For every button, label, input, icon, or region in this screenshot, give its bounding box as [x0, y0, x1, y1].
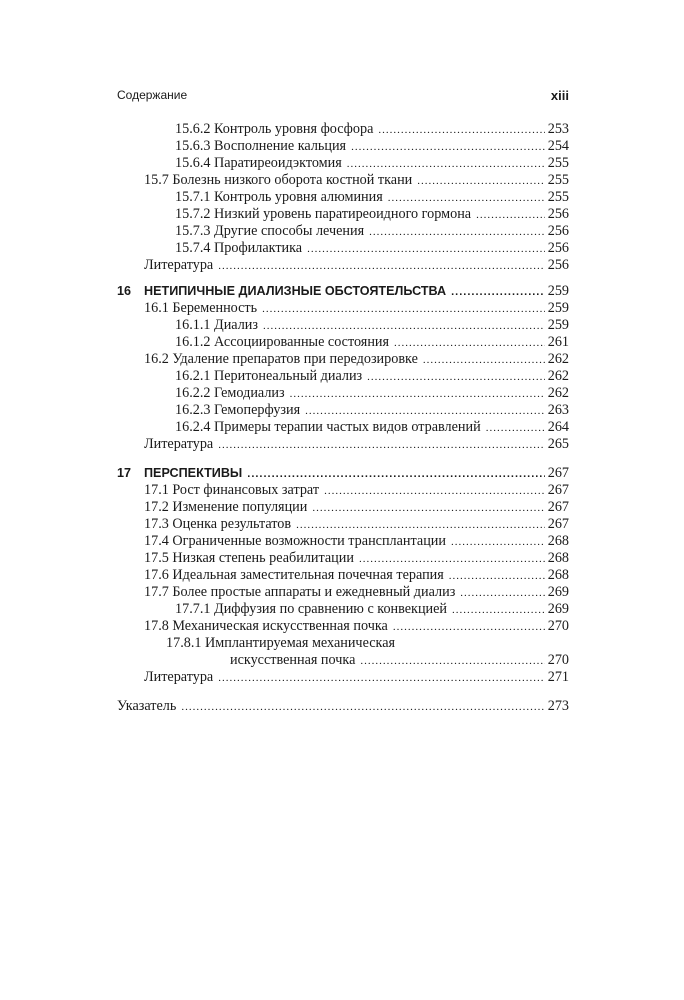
- toc-entry-15-6-3[interactable]: [117, 138, 569, 155]
- toc-chapter-17[interactable]: [117, 465, 569, 482]
- toc-entry-page: 268: [547, 533, 569, 549]
- toc-chapter-16[interactable]: [117, 283, 569, 300]
- toc-entry-17-8-1-continued[interactable]: [117, 652, 569, 669]
- toc-entry-number: 17.4: [144, 533, 169, 549]
- toc-entry-17-2[interactable]: [117, 499, 569, 516]
- toc-entry-page: 267: [547, 482, 569, 498]
- toc-entry-page: 256: [547, 223, 569, 239]
- toc-entry-number: 16.2.4: [175, 419, 211, 435]
- running-header: [117, 88, 569, 108]
- toc-entry-title: Механическая искусственная почка: [172, 618, 388, 634]
- leader-dots: [388, 190, 545, 207]
- toc-entry-page: 269: [547, 601, 569, 617]
- leader-dots: [359, 551, 545, 568]
- toc-entry-references-17[interactable]: [117, 669, 569, 686]
- toc-entry-page: 268: [547, 567, 569, 583]
- leader-dots: [324, 483, 545, 500]
- toc-entry-17-6[interactable]: [117, 567, 569, 584]
- toc-entry-15-7-4[interactable]: [117, 240, 569, 257]
- toc-entry-title: Гемоперфузия: [214, 402, 301, 418]
- toc-entry-number: 16.2.2: [175, 385, 211, 401]
- toc-entry-page: 271: [547, 669, 569, 685]
- toc-entry-16-1-1[interactable]: [117, 317, 569, 334]
- toc-entry-references-15[interactable]: [117, 257, 569, 274]
- toc-entry-number: 16.2: [144, 351, 169, 367]
- toc-entry-references-16[interactable]: [117, 436, 569, 453]
- toc-entry-16-2-2[interactable]: [117, 385, 569, 402]
- toc-entry-page: 262: [547, 385, 569, 401]
- toc-entry-page: 256: [547, 257, 569, 273]
- toc-entry-16-2-4[interactable]: [117, 419, 569, 436]
- toc-entry-number: 17.5: [144, 550, 169, 566]
- toc-entry-number: 17.8: [144, 618, 169, 634]
- leader-dots: [393, 619, 545, 636]
- toc-entry-number: 17.7.1: [175, 601, 211, 617]
- toc-entry-page: 267: [547, 516, 569, 532]
- toc-entry-17-4[interactable]: [117, 533, 569, 550]
- toc-entry-title: Примеры терапии частых видов отравлений: [214, 419, 481, 435]
- leader-dots: [360, 653, 544, 670]
- toc-entry-17-3[interactable]: [117, 516, 569, 533]
- leader-dots: [369, 224, 545, 241]
- running-title: Содержание: [117, 88, 188, 102]
- leader-dots: [476, 207, 545, 224]
- toc-entry-page: 262: [547, 351, 569, 367]
- toc-entry-title: Литература: [144, 669, 214, 685]
- leader-dots: [312, 500, 544, 517]
- toc-entry-title: Профилактика: [214, 240, 303, 256]
- leader-dots: [351, 139, 545, 156]
- toc-entry-title: Гемодиализ: [214, 385, 285, 401]
- toc-entry-page: 259: [547, 317, 569, 333]
- leader-dots: [367, 369, 545, 386]
- toc-entry-title: Низкий уровень паратиреоидного гормона: [214, 206, 472, 222]
- toc-entry-title: Восполнение кальция: [214, 138, 347, 154]
- toc-entry-17-8[interactable]: [117, 618, 569, 635]
- chapter-title: ПЕРСПЕКТИВЫ: [144, 466, 243, 480]
- leader-dots: [394, 335, 545, 352]
- toc-entry-17-7-1[interactable]: [117, 601, 569, 618]
- toc-entry-number: 15.7.1: [175, 189, 211, 205]
- page-number: xiii: [550, 88, 569, 103]
- toc-entry-16-1[interactable]: [117, 300, 569, 317]
- toc-entry-title: Перитонеальный диализ: [214, 368, 363, 384]
- toc-entry-number: 17.7: [144, 584, 169, 600]
- chapter-number: 16: [117, 284, 132, 298]
- toc-entry-number: 15.7: [144, 172, 169, 188]
- toc-entry-title: Изменение популяции: [172, 499, 308, 515]
- toc-entry-title: Контроль уровня фосфора: [214, 121, 374, 137]
- toc-entry-16-2-3[interactable]: [117, 402, 569, 419]
- toc-entry-number: 17.8.1: [166, 635, 202, 651]
- leader-dots: [423, 352, 545, 369]
- toc-entry-page: 267: [547, 465, 569, 481]
- toc-entry-page: 264: [547, 419, 569, 435]
- toc-entry-title: Диффузия по сравнению с конвекцией: [214, 601, 448, 617]
- toc-entry-number: 17.2: [144, 499, 169, 515]
- toc-entry-page: 253: [547, 121, 569, 137]
- toc-entry-title: Низкая степень реабилитации: [172, 550, 354, 566]
- leader-dots: [460, 585, 544, 602]
- toc-entry-title: Указатель: [117, 698, 177, 714]
- toc-entry-page: 265: [547, 436, 569, 452]
- toc-entry-page: 256: [547, 240, 569, 256]
- toc-entry-page: 256: [547, 206, 569, 222]
- toc-entry-15-6-4[interactable]: [117, 155, 569, 172]
- leader-dots: [290, 386, 545, 403]
- toc-entry-number: 16.1: [144, 300, 169, 316]
- leader-dots: [449, 568, 545, 585]
- toc-entry-number: 15.7.3: [175, 223, 211, 239]
- toc-entry-title: Болезнь низкого оборота костной ткани: [172, 172, 413, 188]
- toc-entry-number: 16.1.2: [175, 334, 211, 350]
- leader-dots: [181, 699, 544, 716]
- toc-entry-17-1[interactable]: [117, 482, 569, 499]
- leader-dots: [451, 534, 545, 551]
- toc-entry-17-8-1[interactable]: [117, 635, 569, 652]
- toc-entry-title: Имплантируемая механическая: [205, 635, 396, 651]
- toc-entry-page: 270: [547, 652, 569, 668]
- leader-dots: [307, 241, 545, 258]
- toc-entry-page: 263: [547, 402, 569, 418]
- toc-entry-number: 15.7.2: [175, 206, 211, 222]
- toc-entry-title: Идеальная заместительная почечная терапия: [172, 567, 444, 583]
- toc-entry-title: Контроль уровня алюминия: [214, 189, 383, 205]
- toc-entry-title: Литература: [144, 257, 214, 273]
- toc-entry-15-7-1[interactable]: [117, 189, 569, 206]
- toc-entry-title: Более простые аппараты и ежедневный диализ: [172, 584, 456, 600]
- leader-dots: [247, 466, 544, 483]
- toc-entry-number: 15.6.4: [175, 155, 211, 171]
- toc-entry-page: 259: [547, 283, 569, 299]
- chapter-number: 17: [117, 466, 132, 480]
- leader-dots: [451, 284, 545, 301]
- toc-entry-15-7[interactable]: [117, 172, 569, 189]
- toc-entry-title: Ограниченные возможности трансплантации: [172, 533, 446, 549]
- toc-entry-15-7-3[interactable]: [117, 223, 569, 240]
- leader-dots: [347, 156, 545, 173]
- leader-dots: [262, 301, 545, 318]
- toc-entry-number: 16.2.1: [175, 368, 211, 384]
- leader-dots: [417, 173, 544, 190]
- toc-entry-page: 255: [547, 172, 569, 188]
- toc-entry-index[interactable]: [117, 698, 569, 715]
- leader-dots: [378, 122, 544, 139]
- leader-dots: [263, 318, 545, 335]
- toc-entry-17-5[interactable]: [117, 550, 569, 567]
- toc-entry-page: 268: [547, 550, 569, 566]
- toc-entry-page: 255: [547, 189, 569, 205]
- toc-entry-number: 16.2.3: [175, 402, 211, 418]
- toc-entry-title: Ассоциированные состояния: [214, 334, 390, 350]
- toc-entry-title: Паратиреоидэктомия: [214, 155, 342, 171]
- toc-entry-number: 15.6.3: [175, 138, 211, 154]
- toc-entry-number: 16.1.1: [175, 317, 211, 333]
- toc-entry-page: 267: [547, 499, 569, 515]
- leader-dots: [305, 403, 545, 420]
- toc-entry-number: 17.1: [144, 482, 169, 498]
- toc-entry-16-2-1[interactable]: [117, 368, 569, 385]
- toc-entry-page: 254: [547, 138, 569, 154]
- toc-entry-title: Беременность: [172, 300, 258, 316]
- toc-entry-title: Удаление препаратов при передозировке: [172, 351, 418, 367]
- leader-dots: [218, 437, 544, 454]
- toc-entry-page: 255: [547, 155, 569, 171]
- toc-entry-15-6-2[interactable]: [117, 121, 569, 138]
- leader-dots: [296, 517, 545, 534]
- toc-entry-title: Другие способы лечения: [214, 223, 365, 239]
- toc-entry-title: Рост финансовых затрат: [172, 482, 320, 498]
- toc-entry-page: 262: [547, 368, 569, 384]
- table-of-contents: [117, 121, 569, 715]
- toc-entry-title-continued: искусственная почка: [230, 652, 356, 668]
- leader-dots: [218, 258, 544, 275]
- toc-entry-15-7-2[interactable]: [117, 206, 569, 223]
- toc-entry-number: 15.7.4: [175, 240, 211, 256]
- leader-dots: [452, 602, 545, 619]
- toc-entry-title: Литература: [144, 436, 214, 452]
- toc-entry-page: 259: [547, 300, 569, 316]
- toc-entry-title: Диализ: [214, 317, 258, 333]
- toc-entry-page: 270: [547, 618, 569, 634]
- chapter-title: НЕТИПИЧНЫЕ ДИАЛИЗНЫЕ ОБСТОЯТЕЛЬСТВА: [144, 284, 447, 298]
- toc-entry-number: 17.3: [144, 516, 169, 532]
- toc-entry-17-7[interactable]: [117, 584, 569, 601]
- toc-entry-16-1-2[interactable]: [117, 334, 569, 351]
- toc-entry-page: 261: [547, 334, 569, 350]
- toc-entry-number: 15.6.2: [175, 121, 211, 137]
- toc-entry-title: Оценка результатов: [172, 516, 292, 532]
- toc-entry-page: 269: [547, 584, 569, 600]
- leader-dots: [218, 670, 544, 687]
- leader-dots: [486, 420, 545, 437]
- toc-entry-16-2[interactable]: [117, 351, 569, 368]
- toc-entry-page: 273: [547, 698, 569, 714]
- toc-entry-number: 17.6: [144, 567, 169, 583]
